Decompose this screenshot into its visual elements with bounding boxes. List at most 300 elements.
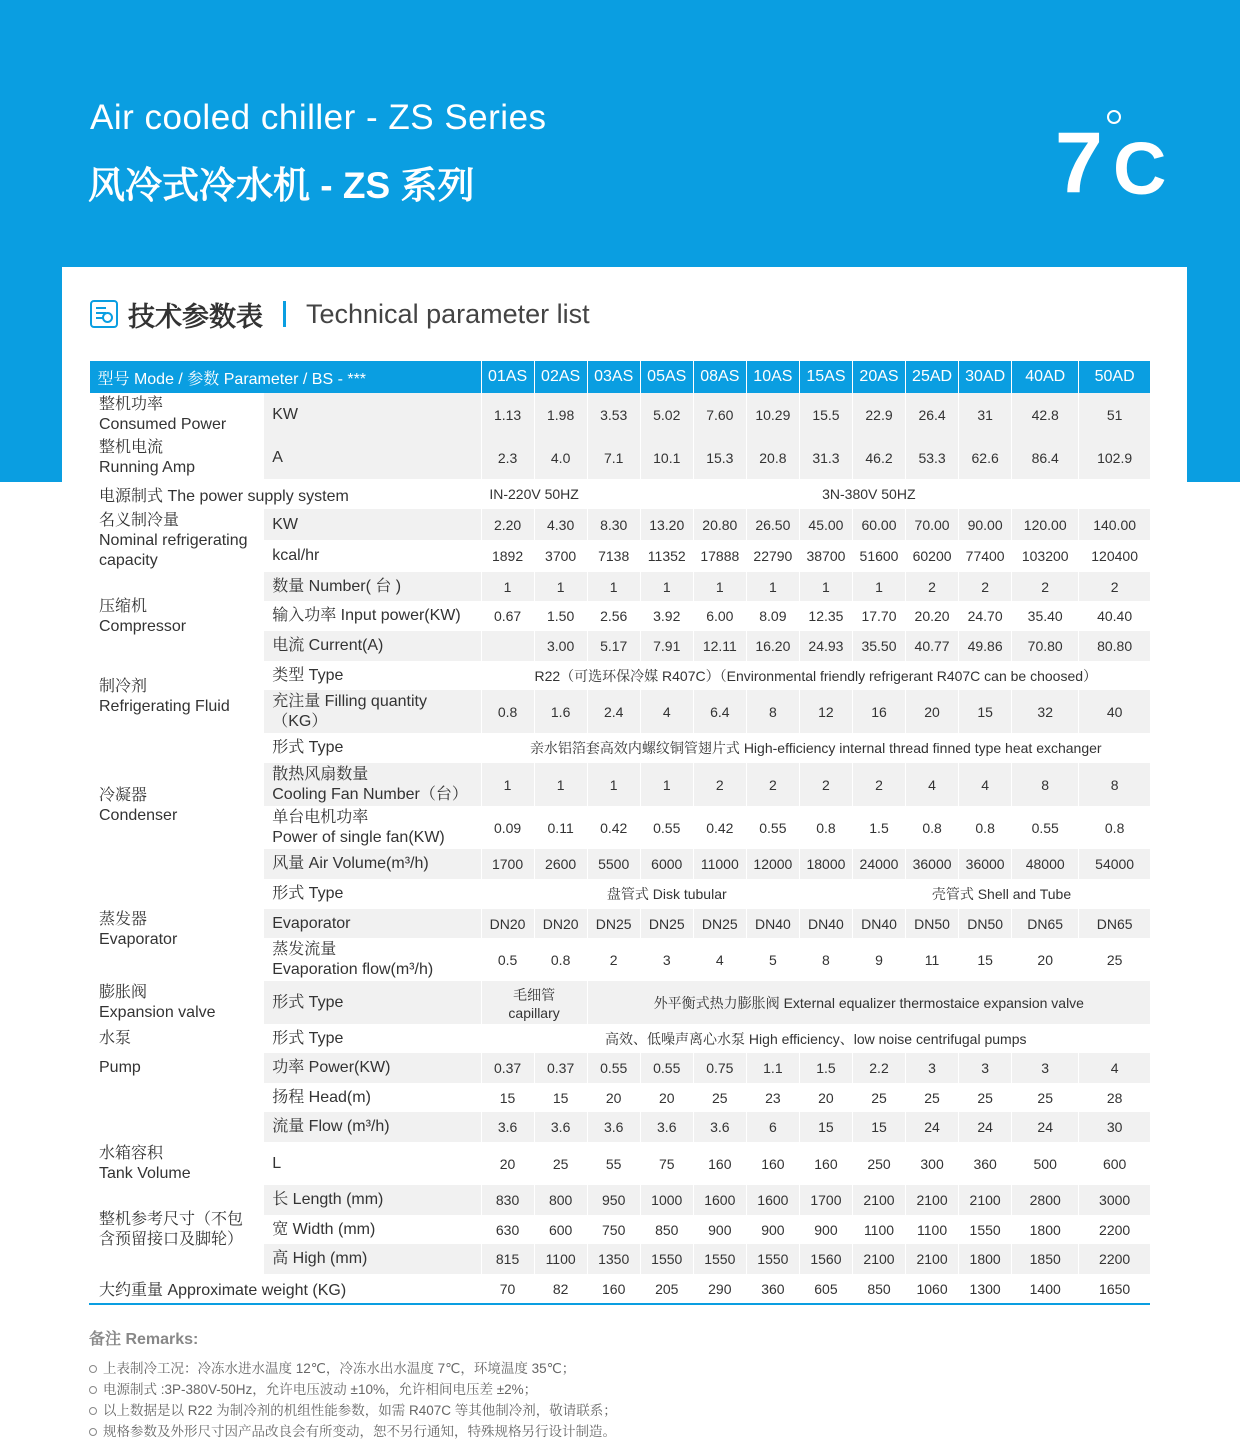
sub-label: 形式 Type: [264, 879, 481, 909]
value-cell: 11: [906, 938, 959, 981]
bullet-icon: [89, 1386, 97, 1394]
value-cell: 8: [746, 690, 799, 733]
value-cell: 15.3: [693, 436, 746, 479]
value-cell: 1.5: [852, 806, 905, 849]
value-cell: 60200: [906, 540, 959, 572]
table-row: [90, 572, 1151, 601]
value-cell: 7.60: [693, 393, 746, 436]
group-label: 水箱容积 Tank Volume: [90, 1142, 264, 1185]
group-label: 冷凝器 Condenser: [90, 733, 264, 879]
value-cell: 3.6: [534, 1112, 587, 1142]
value-cell: DN25: [640, 909, 693, 938]
value-cell: 1: [534, 572, 587, 601]
group-label: 整机参考尺寸（不包 含预留接口及脚轮）: [90, 1185, 264, 1274]
value-cell: 26.4: [906, 393, 959, 436]
section-title-en: Technical parameter list: [306, 298, 590, 329]
value-cell: 2200: [1079, 1215, 1150, 1244]
model-header: 20AS: [852, 361, 905, 393]
value-cell: 16: [852, 690, 905, 733]
value-cell: 15: [959, 690, 1012, 733]
bullet-icon: [89, 1428, 97, 1436]
value-cell: 80.80: [1079, 631, 1150, 661]
value-cell: 102.9: [1079, 436, 1150, 479]
value-cell: DN40: [746, 909, 799, 938]
temperature-value: 7: [1055, 115, 1103, 211]
span-cell: 3N-380V 50HZ: [587, 479, 1150, 509]
value-cell: 26.50: [746, 509, 799, 540]
value-cell: 24.93: [799, 631, 852, 661]
value-cell: 1: [746, 572, 799, 601]
value-cell: 42.8: [1012, 393, 1079, 436]
value-cell: 2200: [1079, 1244, 1150, 1274]
value-cell: 830: [481, 1185, 534, 1215]
sub-label: 流量 Flow (m³/h): [264, 1112, 481, 1142]
value-cell: 1060: [906, 1274, 959, 1304]
value-cell: 7.91: [640, 631, 693, 661]
value-cell: 1700: [481, 849, 534, 879]
value-cell: 20: [1012, 938, 1079, 981]
temperature-unit: C: [1113, 127, 1167, 210]
value-cell: 2: [799, 763, 852, 806]
value-cell: DN40: [799, 909, 852, 938]
value-cell: 1600: [746, 1185, 799, 1215]
value-cell: 1100: [534, 1244, 587, 1274]
value-cell: 5.17: [587, 631, 640, 661]
value-cell: 2100: [906, 1185, 959, 1215]
value-cell: 3.6: [587, 1112, 640, 1142]
value-cell: 49.86: [959, 631, 1012, 661]
model-header: 08AS: [693, 361, 746, 393]
value-cell: 1: [640, 763, 693, 806]
group-label: [90, 1083, 264, 1112]
value-cell: 11000: [693, 849, 746, 879]
model-header: 10AS: [746, 361, 799, 393]
model-header: 05AS: [640, 361, 693, 393]
value-cell: 11352: [640, 540, 693, 572]
value-cell: 4.30: [534, 509, 587, 540]
value-cell: 31: [959, 393, 1012, 436]
value-cell: 15: [852, 1112, 905, 1142]
value-cell: 15: [959, 938, 1012, 981]
value-cell: 900: [799, 1215, 852, 1244]
value-cell: 53.3: [906, 436, 959, 479]
value-cell: 20: [906, 690, 959, 733]
value-cell: 605: [799, 1274, 852, 1304]
value-cell: 90.00: [959, 509, 1012, 540]
remark-item: 以上数据是以 R22 为制冷剂的机组性能参数，如需 R407C 等其他制冷剂，敬请联系；: [89, 1400, 617, 1421]
remarks-title: 备注 Remarks:: [89, 1331, 199, 1348]
value-cell: 35.50: [852, 631, 905, 661]
value-cell: 1850: [1012, 1244, 1079, 1274]
value-cell: 950: [587, 1185, 640, 1215]
value-cell: 36000: [959, 849, 1012, 879]
row-label: 电源制式 The power supply system: [90, 479, 482, 509]
span-cell: 盘管式 Disk tubular: [481, 879, 852, 909]
value-cell: DN50: [906, 909, 959, 938]
value-cell: 160: [746, 1142, 799, 1185]
value-cell: 1400: [1012, 1274, 1079, 1304]
value-cell: 48000: [1012, 849, 1079, 879]
sub-label: A: [264, 436, 481, 479]
value-cell: DN20: [481, 909, 534, 938]
value-cell: 10.1: [640, 436, 693, 479]
value-cell: 160: [587, 1274, 640, 1304]
value-cell: 75: [640, 1142, 693, 1185]
value-cell: 4: [959, 763, 1012, 806]
span-cell: IN-220V 50HZ: [481, 479, 587, 509]
bullet-icon: [89, 1407, 97, 1415]
parameter-table: [89, 361, 1150, 1305]
sub-label: Evaporator: [264, 909, 481, 938]
sub-label: 形式 Type: [264, 1024, 481, 1053]
span-cell: 壳管式 Shell and Tube: [852, 879, 1150, 909]
value-cell: 70.80: [1012, 631, 1079, 661]
degree-icon: [1107, 110, 1121, 124]
value-cell: 2600: [534, 849, 587, 879]
value-cell: 0.09: [481, 806, 534, 849]
value-cell: 2.3: [481, 436, 534, 479]
value-cell: 750: [587, 1215, 640, 1244]
table-row: [90, 1185, 1151, 1215]
value-cell: 82: [534, 1274, 587, 1304]
value-cell: 1800: [959, 1244, 1012, 1274]
value-cell: DN40: [852, 909, 905, 938]
table-row: [90, 661, 1151, 690]
model-header: 50AD: [1079, 361, 1150, 393]
value-cell: 630: [481, 1215, 534, 1244]
value-cell: 15: [799, 1112, 852, 1142]
value-cell: 15.5: [799, 393, 852, 436]
value-cell: 8.09: [746, 601, 799, 631]
value-cell: 20.20: [906, 601, 959, 631]
sub-label: L: [264, 1142, 481, 1185]
value-cell: 900: [746, 1215, 799, 1244]
remark-item: 电源制式 :3P-380V-50Hz，允许电压波动 ±10%，允许相间电压差 ±2%；: [89, 1379, 617, 1400]
value-cell: 22790: [746, 540, 799, 572]
value-cell: 70: [481, 1274, 534, 1304]
table-row: [90, 879, 1151, 909]
value-cell: 25: [906, 1083, 959, 1112]
group-label: 名义制冷量 Nominal refrigerating capacity: [90, 509, 264, 572]
value-cell: 1300: [959, 1274, 1012, 1304]
value-cell: 25: [959, 1083, 1012, 1112]
model-header: 30AD: [959, 361, 1012, 393]
value-cell: 1.6: [534, 690, 587, 733]
sub-label: 功率 Power(KW): [264, 1053, 481, 1083]
value-cell: 1.13: [481, 393, 534, 436]
value-cell: 1: [587, 572, 640, 601]
value-cell: 24000: [852, 849, 905, 879]
value-cell: 3: [959, 1053, 1012, 1083]
value-cell: 15: [534, 1083, 587, 1112]
sub-label: 蒸发流量 Evaporation flow(m³/h): [264, 938, 481, 981]
bullet-icon: [89, 1365, 97, 1373]
table-row: [90, 733, 1151, 763]
value-cell: 3.53: [587, 393, 640, 436]
value-cell: 86.4: [1012, 436, 1079, 479]
value-cell: 40.40: [1079, 601, 1150, 631]
value-cell: 0.55: [746, 806, 799, 849]
value-cell: 0.75: [693, 1053, 746, 1083]
value-cell: 1350: [587, 1244, 640, 1274]
sub-label: 宽 Width (mm): [264, 1215, 481, 1244]
value-cell: 12000: [746, 849, 799, 879]
value-cell: 5.02: [640, 393, 693, 436]
value-cell: 1550: [640, 1244, 693, 1274]
model-header: 25AD: [906, 361, 959, 393]
value-cell: 3700: [534, 540, 587, 572]
value-cell: 500: [1012, 1142, 1079, 1185]
value-cell: 0.8: [959, 806, 1012, 849]
sub-label: 类型 Type: [264, 661, 481, 690]
span-cell: 高效、低噪声离心水泵 High efficiency、low noise centrifugal pumps: [481, 1024, 1150, 1053]
value-cell: 1.50: [534, 601, 587, 631]
model-header: 01AS: [481, 361, 534, 393]
value-cell: 2: [1079, 572, 1150, 601]
value-cell: 2.56: [587, 601, 640, 631]
value-cell: 1560: [799, 1244, 852, 1274]
value-cell: 17.70: [852, 601, 905, 631]
group-label: 整机功率 Consumed Power: [90, 393, 264, 436]
table-row: [90, 509, 1151, 540]
sub-label: 长 Length (mm): [264, 1185, 481, 1215]
value-cell: 1800: [1012, 1215, 1079, 1244]
value-cell: 1550: [959, 1215, 1012, 1244]
value-cell: 1550: [746, 1244, 799, 1274]
value-cell: 3.00: [534, 631, 587, 661]
model-header: 02AS: [534, 361, 587, 393]
value-cell: 6: [746, 1112, 799, 1142]
value-cell: 2100: [959, 1185, 1012, 1215]
value-cell: 25: [1012, 1083, 1079, 1112]
value-cell: 5500: [587, 849, 640, 879]
value-cell: 2100: [852, 1244, 905, 1274]
value-cell: 1600: [693, 1185, 746, 1215]
value-cell: 28: [1079, 1083, 1150, 1112]
value-cell: 0.55: [587, 1053, 640, 1083]
value-cell: 46.2: [852, 436, 905, 479]
sub-label: kcal/hr: [264, 540, 481, 572]
value-cell: 23: [746, 1083, 799, 1112]
group-label: 整机电流 Running Amp: [90, 436, 264, 479]
value-cell: 160: [799, 1142, 852, 1185]
value-cell: 1: [693, 572, 746, 601]
group-label: 蒸发器 Evaporator: [90, 879, 264, 981]
value-cell: 2.4: [587, 690, 640, 733]
span-cell: 亲水铝箔套高效内螺纹铜管翅片式 High-efficiency internal thread finned type heat exchanger: [481, 733, 1150, 763]
value-cell: 250: [852, 1142, 905, 1185]
value-cell: 120.00: [1012, 509, 1079, 540]
value-cell: 1: [587, 763, 640, 806]
value-cell: DN50: [959, 909, 1012, 938]
value-cell: 1: [799, 572, 852, 601]
model-header: 40AD: [1012, 361, 1079, 393]
sub-label: 形式 Type: [264, 981, 481, 1024]
value-cell: 3000: [1079, 1185, 1150, 1215]
value-cell: [481, 631, 534, 661]
value-cell: 3.6: [481, 1112, 534, 1142]
table-row: [90, 1083, 1151, 1112]
value-cell: 0.42: [693, 806, 746, 849]
value-cell: 0.8: [481, 690, 534, 733]
group-label: 水泵: [90, 1024, 264, 1053]
group-label: Pump: [90, 1053, 264, 1083]
value-cell: 6.4: [693, 690, 746, 733]
value-cell: 24: [906, 1112, 959, 1142]
value-cell: 2: [1012, 572, 1079, 601]
value-cell: 22.9: [852, 393, 905, 436]
section-divider: [283, 301, 286, 327]
value-cell: 600: [534, 1215, 587, 1244]
model-header: 03AS: [587, 361, 640, 393]
value-cell: 1.98: [534, 393, 587, 436]
sub-label: 单台电机功率 Power of single fan(KW): [264, 806, 481, 849]
sub-label: KW: [264, 393, 481, 436]
value-cell: 4: [640, 690, 693, 733]
value-cell: 8.30: [587, 509, 640, 540]
value-cell: 360: [746, 1274, 799, 1304]
value-cell: 2: [746, 763, 799, 806]
value-cell: 850: [852, 1274, 905, 1304]
value-cell: 1: [852, 572, 905, 601]
value-cell: 600: [1079, 1142, 1150, 1185]
table-row: [90, 479, 1151, 509]
value-cell: 38700: [799, 540, 852, 572]
value-cell: 2100: [906, 1244, 959, 1274]
value-cell: 1: [481, 572, 534, 601]
value-cell: 4: [906, 763, 959, 806]
value-cell: 20: [799, 1083, 852, 1112]
value-cell: 2: [906, 572, 959, 601]
value-cell: 0.5: [481, 938, 534, 981]
value-cell: 20: [587, 1083, 640, 1112]
table-row: [90, 1053, 1151, 1083]
value-cell: 300: [906, 1142, 959, 1185]
value-cell: 12.35: [799, 601, 852, 631]
sub-label: 散热风扇数量 Cooling Fan Number（台）: [264, 763, 481, 806]
value-cell: 25: [534, 1142, 587, 1185]
value-cell: 77400: [959, 540, 1012, 572]
document-icon: [90, 300, 118, 328]
value-cell: 0.8: [534, 938, 587, 981]
table-row: [90, 393, 1151, 436]
value-cell: 1000: [640, 1185, 693, 1215]
value-cell: 1700: [799, 1185, 852, 1215]
sub-label: 输入功率 Input power(KW): [264, 601, 481, 631]
group-label: 压缩机 Compressor: [90, 572, 264, 661]
value-cell: 815: [481, 1244, 534, 1274]
value-cell: DN20: [534, 909, 587, 938]
value-cell: 62.6: [959, 436, 1012, 479]
value-cell: 20.8: [746, 436, 799, 479]
value-cell: 20: [481, 1142, 534, 1185]
value-cell: 1100: [906, 1215, 959, 1244]
value-cell: 900: [693, 1215, 746, 1244]
span-cell: R22（可选环保冷媒 R407C）（Environmental friendly refrigerant R407C can be choosed）: [481, 661, 1150, 690]
value-cell: 0.8: [1079, 806, 1150, 849]
value-cell: 0.55: [1012, 806, 1079, 849]
value-cell: 1: [534, 763, 587, 806]
value-cell: 25: [852, 1083, 905, 1112]
table-row: [90, 981, 1151, 1024]
value-cell: 4.0: [534, 436, 587, 479]
value-cell: 2800: [1012, 1185, 1079, 1215]
table-header-row: [90, 361, 1151, 393]
value-cell: 3.92: [640, 601, 693, 631]
value-cell: 7.1: [587, 436, 640, 479]
value-cell: 360: [959, 1142, 1012, 1185]
value-cell: 6.00: [693, 601, 746, 631]
value-cell: 20: [640, 1083, 693, 1112]
header-label: 型号 Mode / 参数 Parameter / BS - ***: [90, 361, 482, 393]
value-cell: 1550: [693, 1244, 746, 1274]
value-cell: 3.6: [693, 1112, 746, 1142]
value-cell: 0.55: [640, 806, 693, 849]
value-cell: 24: [1012, 1112, 1079, 1142]
value-cell: 30: [1079, 1112, 1150, 1142]
value-cell: 8: [799, 938, 852, 981]
value-cell: 160: [693, 1142, 746, 1185]
chinese-title: 风冷式冷水机 - ZS 系列: [88, 165, 475, 206]
remark-item: 规格参数及外形尺寸因产品改良会有所变动，恕不另行通知，特殊规格另行设计制造。: [89, 1421, 617, 1442]
value-cell: 16.20: [746, 631, 799, 661]
value-cell: 36000: [906, 849, 959, 879]
value-cell: DN25: [693, 909, 746, 938]
section-heading: [90, 294, 590, 334]
value-cell: 32: [1012, 690, 1079, 733]
value-cell: 13.20: [640, 509, 693, 540]
value-cell: 2: [959, 572, 1012, 601]
value-cell: 2.2: [852, 1053, 905, 1083]
value-cell: 6000: [640, 849, 693, 879]
value-cell: 0.8: [799, 806, 852, 849]
value-cell: 3: [1012, 1053, 1079, 1083]
table-row: [90, 436, 1151, 479]
value-cell: 5: [746, 938, 799, 981]
value-cell: 55: [587, 1142, 640, 1185]
remarks-list: [89, 1358, 617, 1442]
value-cell: 17888: [693, 540, 746, 572]
value-cell: 1.5: [799, 1053, 852, 1083]
value-cell: DN65: [1079, 909, 1150, 938]
value-cell: 1.1: [746, 1053, 799, 1083]
section-title-cn: 技术参数表: [128, 301, 263, 332]
value-cell: 0.37: [534, 1053, 587, 1083]
value-cell: 31.3: [799, 436, 852, 479]
value-cell: 40.77: [906, 631, 959, 661]
value-cell: 0.67: [481, 601, 534, 631]
value-cell: 9: [852, 938, 905, 981]
value-cell: 1650: [1079, 1274, 1150, 1304]
value-cell: 2: [587, 938, 640, 981]
sub-label: 数量 Number( 台 ): [264, 572, 481, 601]
value-cell: 2: [852, 763, 905, 806]
value-cell: 51600: [852, 540, 905, 572]
group-label: [90, 1112, 264, 1142]
sub-label: 扬程 Head(m): [264, 1083, 481, 1112]
value-cell: 20.80: [693, 509, 746, 540]
table-row: [90, 1112, 1151, 1142]
model-header: 15AS: [799, 361, 852, 393]
value-cell: 35.40: [1012, 601, 1079, 631]
value-cell: 1100: [852, 1215, 905, 1244]
value-cell: 25: [1079, 938, 1150, 981]
english-title: Air cooled chiller - ZS Series: [90, 98, 547, 137]
value-cell: 290: [693, 1274, 746, 1304]
value-cell: 0.42: [587, 806, 640, 849]
value-cell: 0.11: [534, 806, 587, 849]
value-cell: 3.6: [640, 1112, 693, 1142]
